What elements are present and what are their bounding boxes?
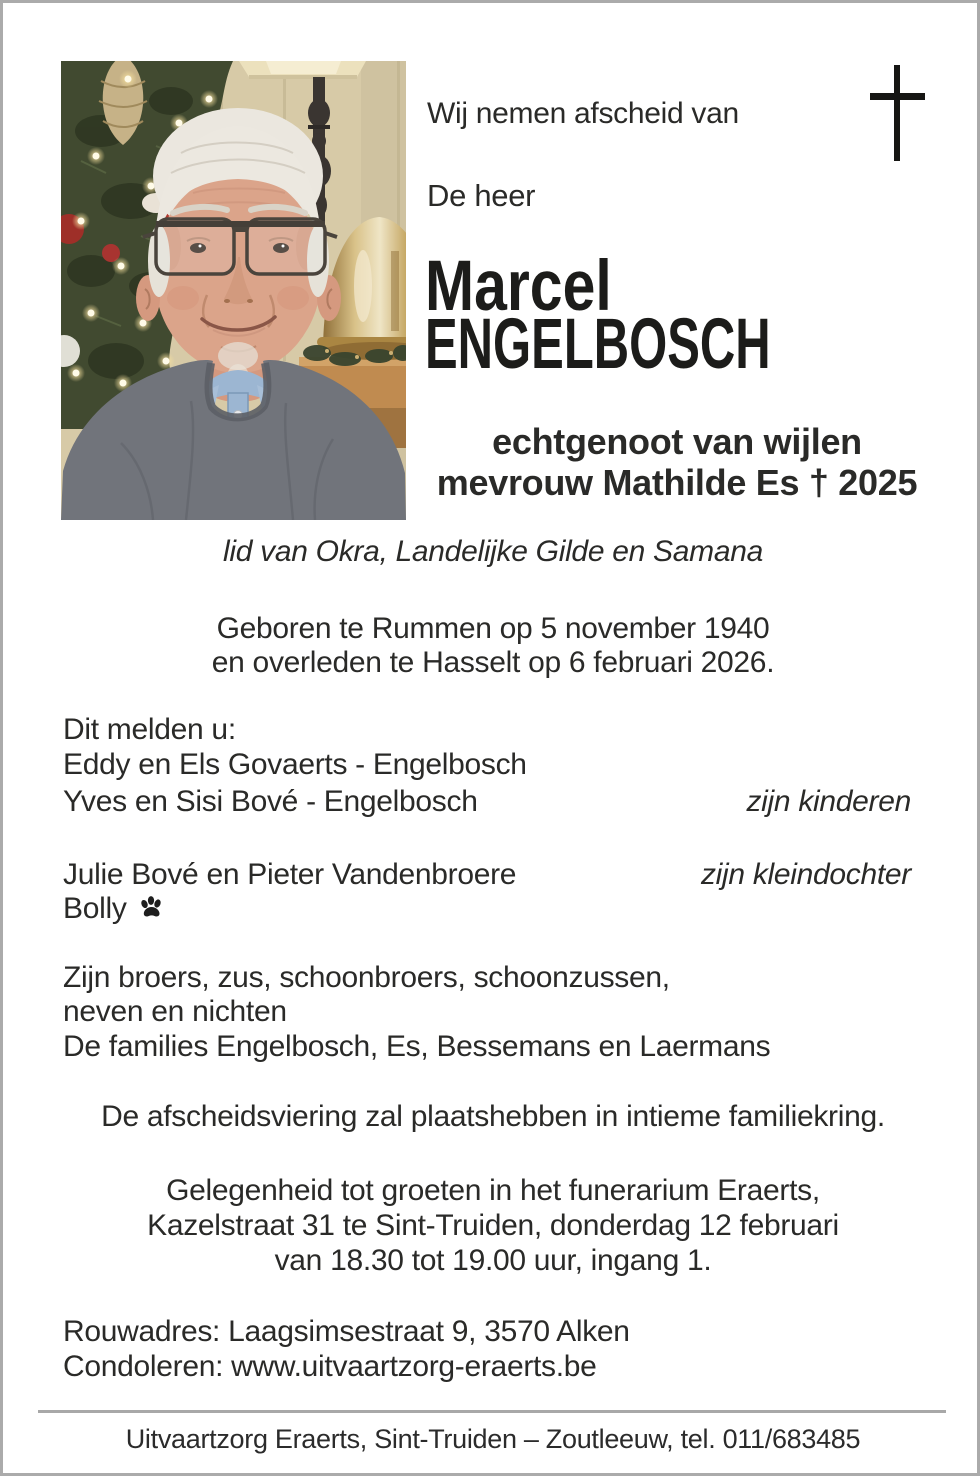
visitation-line-2: Kazelstraat 31 te Sint-Truiden, donderdag 12 februari — [147, 1209, 839, 1242]
death-line: en overleden te Hasselt op 6 februari 2026. — [211, 646, 775, 679]
condolences-line: Condoleren: www.uitvaartzorg-eraerts.be — [63, 1350, 597, 1383]
deceased-last-name — [425, 305, 926, 384]
memberships-line: lid van Okra, Landelijke Gilde en Samana — [223, 535, 763, 568]
pet-name: Bolly — [63, 892, 127, 925]
salutation-line: De heer — [427, 178, 536, 213]
birth-line: Geboren te Rummen op 5 november 1940 — [216, 612, 770, 645]
intro-line: Wij nemen afscheid van — [427, 97, 739, 130]
portrait-illustration — [61, 61, 406, 520]
child-line-1: Eddy en Els Govaerts - Engelbosch — [63, 748, 527, 781]
spouse-line-2: mevrouw Mathilde Es † 2025 — [436, 462, 918, 503]
relatives-line-2: neven en nichten — [63, 995, 287, 1028]
grandchild-line: Julie Bové en Pieter Vandenbroere — [63, 858, 517, 891]
spouse-line-1: echtgenoot van wijlen — [492, 421, 862, 462]
grandchild-row — [63, 857, 911, 892]
paw-print-icon — [139, 893, 165, 928]
announcers-heading: Dit melden u: — [63, 713, 236, 746]
undertaker-line: Uitvaartzorg Eraerts, Sint-Truiden – Zoutleeuw, tel. 011/683485 — [125, 1424, 861, 1454]
child-line-2-row — [63, 784, 911, 819]
children-relation: zijn kinderen — [746, 785, 911, 818]
pet-row — [63, 889, 165, 928]
ceremony-line: De afscheidsviering zal plaatshebben in intieme familiekring. — [101, 1100, 885, 1133]
visitation-line-1: Gelegenheid tot groeten in het funerarium Eraerts, — [166, 1174, 820, 1207]
child-line-2: Yves en Sisi Bové - Engelbosch — [63, 785, 478, 818]
last-name-text: ENGELBOSCH — [425, 305, 771, 384]
portrait-photo — [61, 61, 406, 520]
mourning-address-line: Rouwadres: Laagsimsestraat 9, 3570 Alken — [63, 1315, 630, 1348]
visitation-line-3: van 18.30 tot 19.00 uur, ingang 1. — [274, 1244, 712, 1277]
grandchild-relation: zijn kleindochter — [700, 858, 911, 891]
relatives-line-1: Zijn broers, zus, schoonbroers, schoonzussen, — [63, 961, 670, 994]
first-name-text: Marcel — [425, 247, 612, 326]
spouse-block — [423, 421, 931, 503]
relatives-line-3: De families Engelbosch, Es, Bessemans en Laermans — [63, 1030, 771, 1063]
latin-cross-icon — [867, 63, 927, 168]
footer-divider — [38, 1410, 946, 1413]
